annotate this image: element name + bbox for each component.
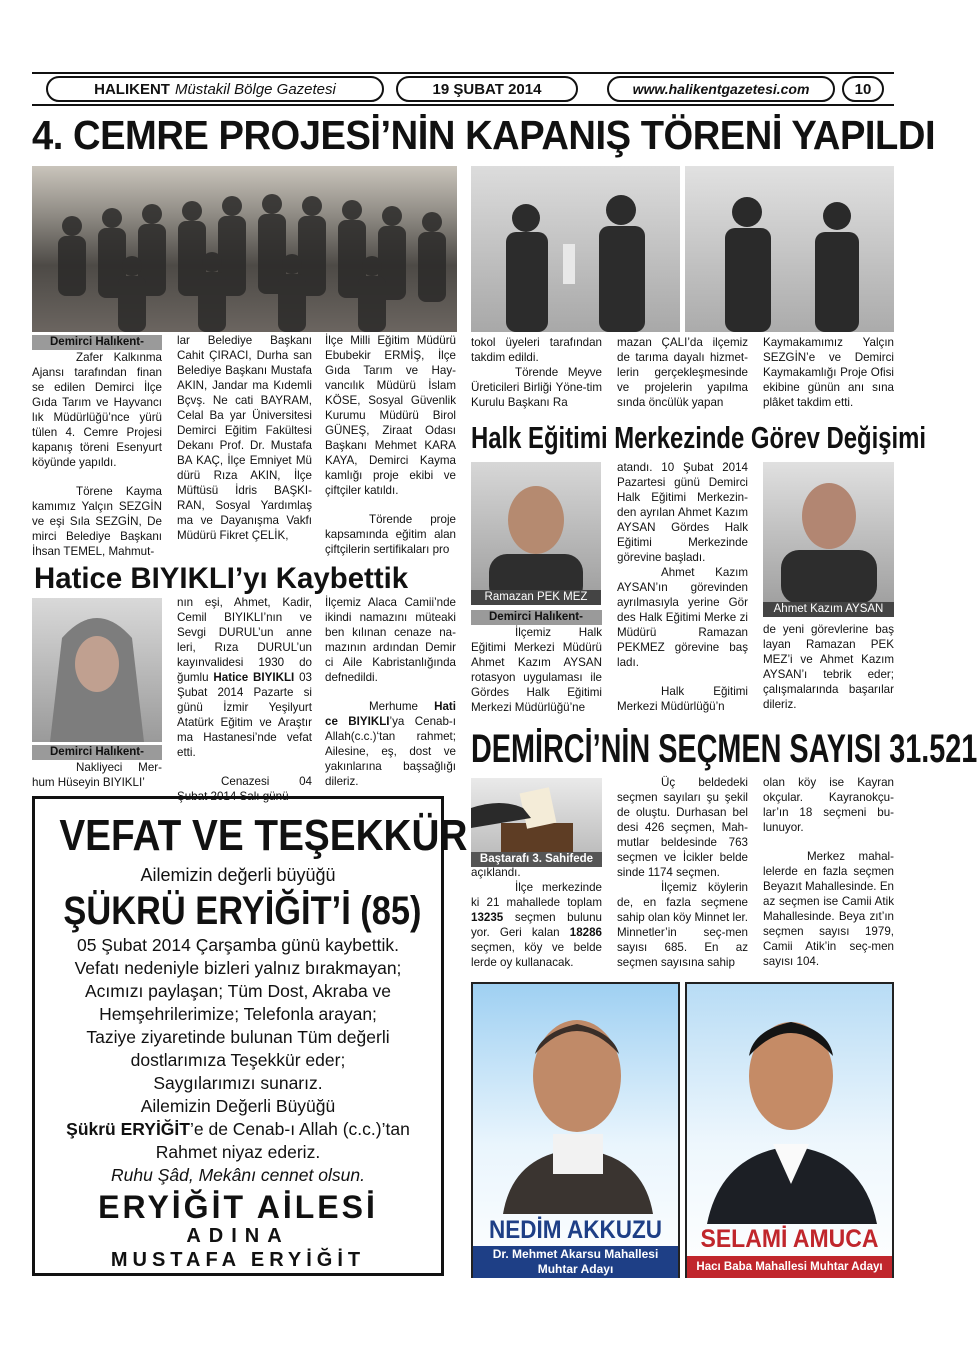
- obituary-text-8: Ailemizin Değerli Büyüğü: [140, 1096, 336, 1116]
- halk-egitimi-headline: Halk Eğitimi Merkezinde Görev Değişimi: [471, 420, 927, 455]
- selami-amuca-portrait: [687, 984, 896, 1224]
- award-photo-2: [685, 166, 894, 332]
- obituary-text-3: Acımızı paylaşan; Tüm Dost, Akraba ve: [84, 981, 392, 1001]
- obituary-text-1: 05 Şubat 2014 Çarşamba günü kaybettik.: [76, 935, 399, 955]
- paper-subtitle: Müstakil Bölge Gazetesi: [174, 80, 336, 98]
- page-number: 10: [842, 76, 884, 102]
- secmen-headline: DEMİRCİ’NİN SEÇMEN SAYISI 31.521: [471, 727, 977, 771]
- hatice-col2-pre: nın eşi, Ahmet, Kadir, Cemil BIYIKLI’nın ve Sevgi DURUL’un anne leri, Rıza DURUL’un kayınvalidesi 1930 do ğumlu: [177, 596, 312, 684]
- ahmet-kazim-aysan-photo: [763, 462, 894, 604]
- secmen-col1-p2: [471, 880, 602, 970]
- secmen-col1-mid: seçmen bulunu yor. Geri kalan: [471, 911, 602, 939]
- ad2-candidate-name: SELAMİ AMUCA: [700, 1225, 879, 1253]
- hatice-dateline: Demirci Halıkent-: [32, 745, 162, 760]
- aysan-photo-figure: [763, 462, 894, 604]
- main-col-2: [177, 333, 312, 543]
- ramazan-pekmez-photo: [471, 462, 601, 604]
- halk-col1-p1: İlçemiz Halk Eğitimi Merkezi Müdürü Ahmet Kazım AYSAN rotasyon uygulaması ile Gördes Halk Eğitimi Merkezi Müdürlüğü’ne: [471, 626, 602, 714]
- ramazan-pekmez-caption: Ramazan PEK MEZ: [471, 590, 601, 605]
- obituary-text-5: Taziye ziyaretinde bulunan Tüm değerli: [86, 1027, 390, 1047]
- candidate-ad-selami-amuca: [685, 982, 894, 1278]
- halk-egitimi-col-2: [617, 460, 748, 714]
- group-photo-figures: [32, 166, 457, 332]
- obituary-name-bold: Şükrü ERYİĞİT: [66, 1119, 190, 1139]
- secmen-col2-p1: Üç beldedeki seçmen sayıları şu şekil de oluştu. Durhasan bel desi 426 seçmen, Mah-mutlar beldesinde 763 seçmen ve İcikler belde sinde 1174 seçmen.: [617, 776, 748, 879]
- hatice-col-1: [32, 760, 162, 790]
- obituary-text-10: Rahmet niyaz ederiz.: [155, 1142, 321, 1162]
- main-col-3: [325, 333, 456, 557]
- main-dateline: Demirci Halıkent-: [32, 335, 162, 350]
- ad2-subtitle: Hacı Baba Mahallesi Muhtar Adayı: [687, 1256, 892, 1278]
- ahmet-kazim-aysan-caption: Ahmet Kazım AYSAN: [763, 602, 894, 617]
- secmen-count-rest: 18286: [569, 926, 602, 939]
- hatice-col2-p1: [177, 595, 312, 760]
- obituary-family: ERYİĞİT AİLESİ: [98, 1189, 378, 1225]
- obituary-text-9: [35, 1119, 441, 1140]
- nedim-akkuzu-portrait: [473, 984, 682, 1214]
- obituary-line-1: Ailemizin değerli büyüğü: [140, 865, 336, 885]
- main-col4-p2: Törende Meyve Üreticileri Birliği Yöne-tim Kurulu Başkanı Ra: [471, 366, 602, 409]
- hatice-col3-bold: Hati ce BIYIKLI: [325, 700, 456, 728]
- paper-name-pill: [46, 76, 384, 102]
- award-photo-2-figures: [685, 166, 894, 332]
- hatice-biyikli-photo: [32, 598, 162, 742]
- main-col-1: [32, 350, 162, 559]
- obituary-text-2: Vefatı nedeniyle bizleri yalnız bırakmayan;: [74, 958, 402, 978]
- hatice-col1-p1: Nakliyeci Mer-hum Hüseyin BIYIKLI’: [32, 761, 162, 789]
- main-col-5: [617, 335, 748, 410]
- halk-egitimi-col-3: [763, 622, 894, 712]
- hatice-col3-post: ’ya Cenab-ı Allah(c.c.)‘tan rahmet; Ailesine, eş, dost ve yakınlarına başsağlığı dileriz.: [325, 715, 456, 788]
- award-photo-1: [471, 166, 680, 332]
- ad1-candidate-name: NEDİM AKKUZU: [489, 1216, 662, 1244]
- obituary-signer: MUSTAFA ERYİĞİT: [110, 1249, 366, 1271]
- hatice-col3-pre: Merhume: [369, 700, 435, 713]
- hatice-col3-p1: İlçemiz Alaca Camii’nde ikindi namazını müteaki ben kılınan cenaze na-mazının ardından Demir ci Aile Kabristanlığında defnedildi.: [325, 596, 456, 684]
- obituary-deceased-name: ŞÜKRÜ ERYİĞİT’İ (85): [63, 889, 422, 933]
- hatice-headline: Hatice BIYIKLI’yı Kaybettik: [34, 562, 409, 595]
- main-col1-p1: Zafer Kalkınma Ajansı tarafından finan se edilen Demirci İlçe Gıda Tarım ve Hayvancı lık Müdürlüğü’nce yürü tülen 4. Cemre Projesi kapanış töreni Esenyurt köyünde yapıldı.: [32, 351, 162, 469]
- secmen-col-2: [617, 775, 748, 970]
- group-photo: [32, 166, 457, 332]
- main-col2-p1: lar Belediye Başkanı Cahit ÇIRACI, Durha san Belediye Başkanı Mustafa AKIN, Jandar ma Kıdemli Bçvş. Ne cati BAYRAM, Celal Ba yar Üniversitesi Demirci Eğitim Fakültesi Dekanı Prof. Dr. Mustafa BA KAÇ, İlçe Emniyet Mü dürü Rıza AKIN, İlçe Müftüsü İdris BAŞKI-RAN, Sosyal Yardımlaş ma ve Dayanışma Vakfı Müdürü Fikret ÇELİK,: [177, 334, 312, 542]
- main-col3-p1: İlçe Milli Eğitim Müdürü Ebubekir ERMİŞ, İlçe Gıda Tarım ve Hay-vancılık Müdürü İslam KÖSE, Sosyal Güvenlik Kurumu Müdürü Birol GÜNEŞ, Ziraat Odası Başkanı Mehmet KARA KAYA, Demirci Kayma kamlığı proje ekibi ve çiftçiler katıldı.: [325, 334, 456, 497]
- hatice-name-bold: Hatice BIYIKLI: [213, 671, 295, 684]
- halk-col3-p1: de yeni görevlerine baş layan Ramazan PEK MEZ’i ve Ahmet Kazım AYSAN’ı tebrik eder; çalışmalarında başarılar dileriz.: [763, 623, 894, 711]
- main-col6-p1: Kaymakamımız Yalçın SEZGİN’e ve Demirci Kaymakamlığı Proje Ofisi ekibine günün anı sına plâket takdim etti.: [763, 336, 894, 409]
- obituary-name-rest: ’e de Cenab-ı Allah (c.c.)’tan: [189, 1119, 410, 1139]
- main-col-6: [763, 335, 894, 410]
- website-link[interactable]: www.halikentgazetesi.com: [607, 76, 835, 102]
- hatice-col3-p2: [325, 699, 456, 789]
- obituary-text-6: dostlarımıza Teşekkür eder;: [130, 1050, 346, 1070]
- ballot-photo-figure: [471, 778, 602, 853]
- halk-col2-p3: Halk Eğitimi Merkezi Müdürlüğü’n: [617, 685, 748, 713]
- award-photo-1-figures: [471, 166, 680, 332]
- secmen-photo-caption: Baştarafı 3. Sahifede: [471, 852, 602, 867]
- hatice-col-3: [325, 595, 456, 789]
- obituary-adina: ADINA: [186, 1225, 290, 1247]
- main-col5-p1: mazan ÇALI’da ilçemiz de tarıma dayalı hizmet-lerin gerçekleşmesinde ve projelerin yapılma sında öncülük yapan: [617, 336, 748, 409]
- obituary-text-4: Hemşehrilerimize; Telefonla arayan;: [99, 1004, 377, 1024]
- hatice-col2-p2: Cenazesi 04 Şubat 2014 Salı günü: [177, 775, 312, 803]
- obituary-title: VEFAT VE TEŞEKKÜR: [59, 811, 468, 860]
- obituary-notice: [32, 796, 468, 1276]
- main-col-4: [471, 335, 602, 410]
- ballot-box-photo: [471, 778, 602, 853]
- ramazan-photo-figure: [471, 462, 601, 604]
- candidate-ad-nedim-akkuzu: [471, 982, 680, 1278]
- halk-col2-p1: atandı. 10 Şubat 2014 Pazartesi günü Demirci Halk Eğitimi Merkezin-den ayrılan Ahmet Kazım AYSAN Gördes Halk Eğitimi Merkezinde görevine başladı.: [617, 461, 748, 564]
- ad1-role: Muhtar Adayı: [537, 1262, 614, 1276]
- main-col1-p2: Törene Kayma kamımız Yalçın SEZGİN ve eşi Sıla SEZGİN, De mirci Belediye Başkanı İhsan TEMEL, Mahmut-: [32, 485, 162, 558]
- ad1-subtitle: [473, 1246, 678, 1278]
- issue-date: 19 ŞUBAT 2014: [396, 76, 578, 102]
- hatice-col2-post: 03 Şubat 2014 Pazarte si günü İzmir Yeşilyurt Atatürk Eğitim ve Araştır ma Hastanesi’nde vefat etti.: [177, 671, 312, 759]
- ad1-neighborhood: Dr. Mehmet Akarsu Mahallesi: [492, 1247, 659, 1261]
- secmen-col1-post: seçmen, köy ve belde lerde oy kullanacak.: [471, 941, 602, 969]
- halk-egitimi-col-1: [471, 625, 602, 715]
- secmen-col3-p1: olan köy ise Kayran okçular. Kayranokçu-lar’ın 18 seçmeni bu-lunuyor.: [763, 776, 894, 834]
- secmen-col1-pre: İlçe merkezinde ki 21 mahallede toplam: [471, 881, 602, 909]
- main-headline: 4. CEMRE PROJESİ’NİN KAPANIŞ TÖRENİ YAPILDI: [32, 112, 936, 158]
- hatice-photo-figure: [32, 598, 162, 742]
- secmen-col3-p2: Merkez mahal-lelerde en fazla seçmen Beyazıt Mahallesinde. En az seçmen ise Camii Atik Mahallesinde. Beya zıt’ın seçmen sayısı 1979, Camii Atik’in seç-men sayısı 104.: [763, 850, 894, 968]
- paper-name: HALIKENT: [94, 80, 170, 98]
- hatice-col-2: [177, 595, 312, 804]
- secmen-col2-p2: İlçemiz köylerin de, en fazla seçmene sahip olan köy Minnet ler. Minnetler’in seç-men sayısı 685. En az seçmen sayısına sahip: [617, 881, 748, 969]
- secmen-col-1: [471, 865, 602, 970]
- secmen-col1-p1: açıklandı.: [471, 866, 521, 879]
- secmen-col-3: [763, 775, 894, 969]
- obituary-text-11: Ruhu Şâd, Mekânı cennet olsun.: [111, 1165, 365, 1185]
- halk-egitimi-dateline: Demirci Halıkent-: [471, 610, 602, 625]
- obituary-text-7: Saygılarımızı sunarız.: [153, 1073, 323, 1093]
- secmen-count-city: 13235: [471, 911, 504, 924]
- halk-col2-p2: Ahmet Kazım AYSAN’ın görevinden ayrılmasıyla yerine Gör des Halk Eğitimi Merke zi Müdürü Ramazan PEKMEZ görevine baş ladı.: [617, 566, 748, 669]
- main-col3-p2: Törende proje kapsamında eğitim alan çiftçilerin sertifikaları pro: [325, 513, 456, 556]
- main-col4-p1: tokol üyeleri tarafından takdim edildi.: [471, 336, 602, 364]
